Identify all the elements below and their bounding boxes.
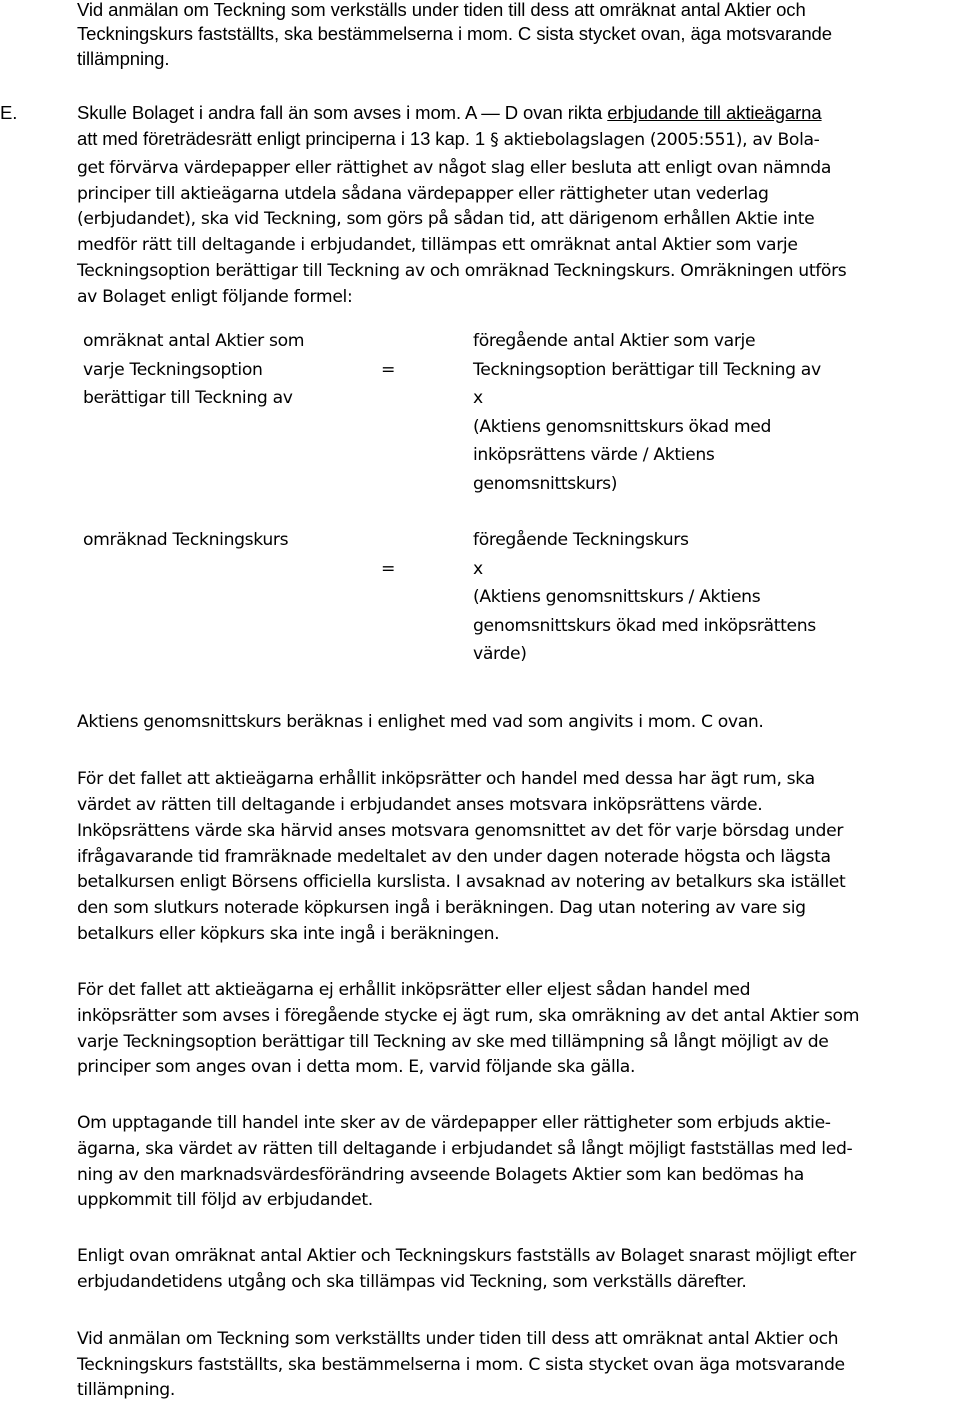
section-e-line: Teckningsoption berättigar till Teckning av och omräknad Teckningskurs. Omräkningen utförs bbox=[77, 261, 847, 281]
formula-term: genomsnittskurs ökad med inköpsrättens bbox=[473, 615, 816, 636]
paragraph-line: Vid anmälan om Teckning som verkställts under tiden till dess att omräknat antal Aktier och bbox=[77, 1329, 839, 1349]
paragraph-line: uppkommit till följd av erbjudandet. bbox=[77, 1190, 373, 1210]
paragraph-line: varje Teckningsoption berättigar till Teckning av ske med tillämpning så långt möjligt av de bbox=[77, 1032, 829, 1052]
paragraph-line: erbjudandetidens utgång och ska tillämpas vid Teckning, som verkställs därefter. bbox=[77, 1272, 747, 1292]
formula-term: x bbox=[473, 558, 483, 579]
formula-2-left bbox=[83, 526, 288, 555]
section-e-line: av Bolaget enligt följande formel: bbox=[77, 287, 353, 307]
paragraph-line: För det fallet att aktieägarna erhållit inköpsrätter och handel med dessa har ägt rum, ska bbox=[77, 769, 815, 789]
formula-term: omräknat antal Aktier som bbox=[83, 331, 305, 351]
formula-1-equals: = bbox=[381, 360, 396, 380]
paragraph-line: betalkursen enligt Börsens officiella kurslista. I avsaknad av notering av betalkurs ska istället bbox=[77, 872, 846, 892]
section-e-line: principer till aktieägarna utdela sådana värdepapper eller rättigheter utan vederlag bbox=[77, 184, 769, 204]
formula-2-equals: = bbox=[381, 559, 396, 579]
formula-term: (Aktiens genomsnittskurs / Aktiens bbox=[473, 587, 761, 608]
paragraph-line: den som slutkurs noterade köpkursen ingå i beräkningen. Dag utan notering av vare sig bbox=[77, 898, 806, 918]
paragraph-line: inköpsrätter som avses i föregående stycke ej ägt rum, ska omräkning av det antal Aktier som bbox=[77, 1006, 860, 1026]
underlined-phrase: erbjudande till aktieägarna bbox=[607, 102, 822, 123]
section-e-line: (erbjudandet), ska vid Teckning, som görs på sådan tid, att därigenom erhållen Aktie inte bbox=[77, 209, 815, 229]
intro-line: Teckningskurs fastställts, ska bestämmelserna i mom. C sista stycket ovan, äga motsvarande bbox=[77, 23, 832, 44]
paragraph-line: betalkurs eller köpkurs ska inte ingå i beräkningen. bbox=[77, 924, 500, 944]
formula-2-right bbox=[473, 526, 816, 669]
formula-term: berättigar till Teckning av bbox=[83, 388, 293, 409]
formula-term: x bbox=[473, 388, 483, 409]
paragraph-line: principer som anges ovan i detta mom. E, varvid följande ska gälla. bbox=[77, 1057, 636, 1077]
formula-term: inköpsrättens värde / Aktiens bbox=[473, 445, 715, 466]
section-e-line: att med företrädesrätt enligt principerna i 13 kap. 1 § aktiebolagslagen (2005:551), av Bola- bbox=[77, 128, 820, 150]
paragraph-line: För det fallet att aktieägarna ej erhållit inköpsrätter eller eljest sådan handel med bbox=[77, 980, 751, 1000]
paragraph-line: Inköpsrättens värde ska härvid anses motsvara genomsnittet av det för varje börsdag under bbox=[77, 821, 844, 841]
paragraph-line: Enligt ovan omräknat antal Aktier och Teckningskurs fastställs av Bolaget snarast möjligt efter bbox=[77, 1246, 857, 1266]
formula-term: varje Teckningsoption bbox=[83, 359, 263, 380]
section-e-line: get förvärva värdepapper eller rättighet av något slag eller besluta att enligt ovan nämnda bbox=[77, 158, 832, 178]
paragraph-line: värdet av rätten till deltagande i erbjudandet anses motsvara inköpsrättens värde. bbox=[77, 795, 763, 815]
formula-1-right bbox=[473, 327, 821, 499]
paragraph-line: ägarna, ska värdet av rätten till deltagande i erbjudandet så långt möjligt fastställas med led- bbox=[77, 1139, 853, 1159]
formula-term: genomsnittskurs) bbox=[473, 473, 618, 494]
section-e-line: E. Skulle Bolaget i andra fall än som avses i mom. A — D ovan rikta erbjudande till aktieägarna bbox=[77, 100, 822, 126]
paragraph-line: Om upptagande till handel inte sker av de värdepapper eller rättigheter som erbjuds aktie- bbox=[77, 1113, 831, 1133]
section-marker: E. bbox=[0, 102, 18, 123]
paragraph-line: Teckningskurs fastställts, ska bestämmelserna i mom. C sista stycket ovan äga motsvarande bbox=[77, 1355, 845, 1375]
formula-term: (Aktiens genomsnittskurs ökad med bbox=[473, 416, 772, 437]
formula-term: föregående Teckningskurs bbox=[473, 530, 689, 550]
formula-term: omräknad Teckningskurs bbox=[83, 530, 289, 550]
paragraph-line: ifrågavarande tid framräknade medeltalet av den under dagen noterade högsta och lägsta bbox=[77, 847, 831, 867]
formula-term: värde) bbox=[473, 644, 527, 665]
paragraph-line: Aktiens genomsnittskurs beräknas i enlighet med vad som angivits i mom. C ovan. bbox=[77, 712, 764, 732]
formula-term: föregående antal Aktier som varje bbox=[473, 331, 756, 351]
intro-line: tillämpning. bbox=[77, 48, 170, 69]
formula-term: Teckningsoption berättigar till Teckning av bbox=[473, 359, 821, 380]
intro-line: Vid anmälan om Teckning som verkställs under tiden till dess att omräknat antal Aktier och bbox=[77, 0, 806, 20]
section-e-line: medför rätt till deltagande i erbjudandet, tillämpas ett omräknat antal Aktier som varje bbox=[77, 235, 798, 255]
formula-1-left bbox=[83, 327, 304, 413]
paragraph-line: tillämpning. bbox=[77, 1380, 175, 1400]
paragraph-line: ning av den marknadsvärdesförändring avseende Bolagets Aktier som kan bedömas ha bbox=[77, 1165, 804, 1185]
